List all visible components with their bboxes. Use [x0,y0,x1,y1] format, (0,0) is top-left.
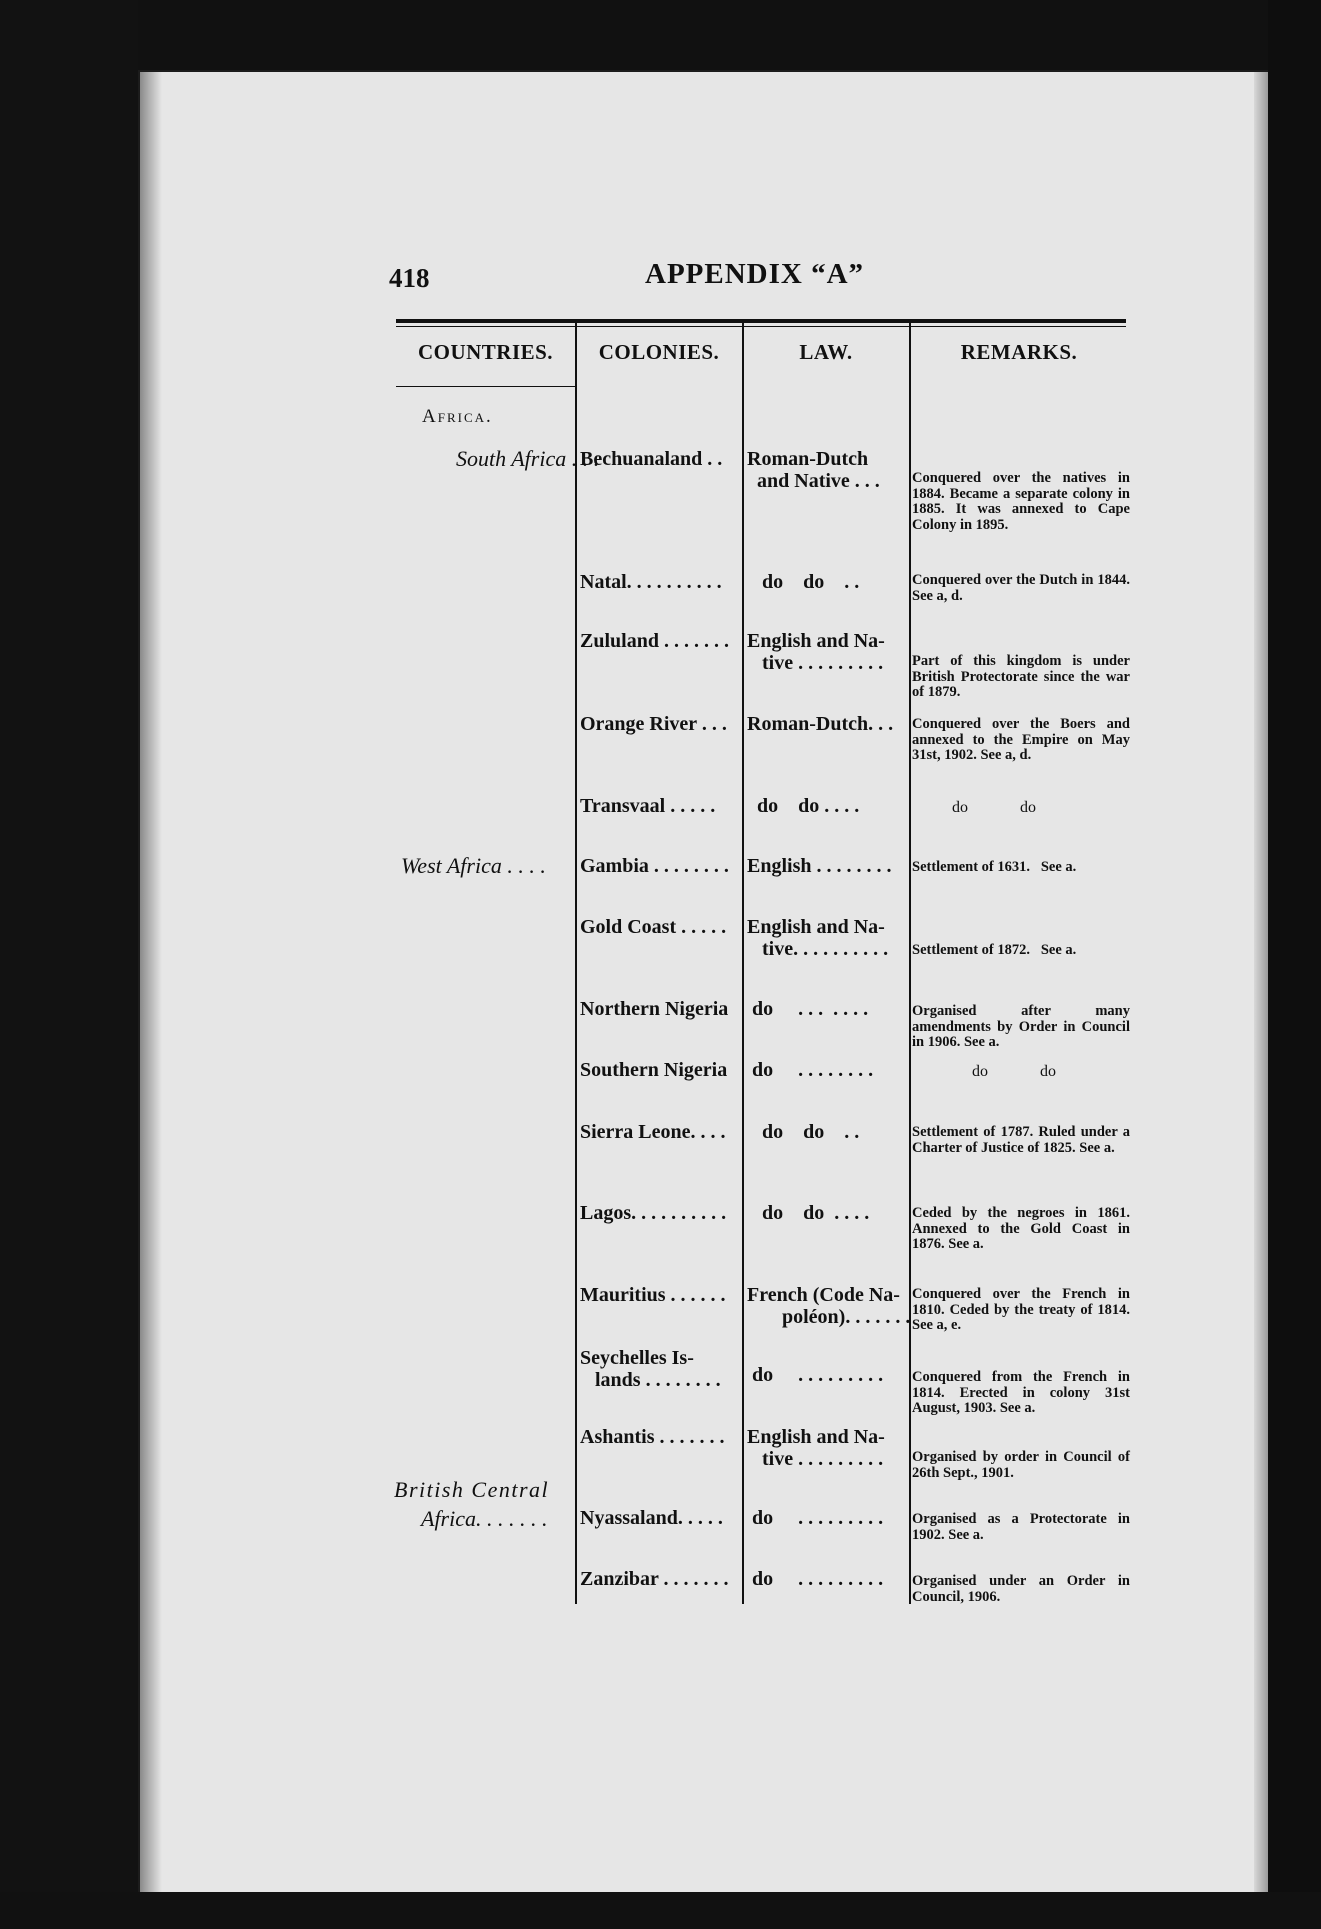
colony-name: Gambia . . . . . . . . [580,855,729,877]
colony-name: Seychelles Is- lands . . . . . . . . [580,1347,721,1391]
remark-text: Conquered from the French in 1814. Erected in colony 31st August, 1903. See a. [912,1369,1130,1416]
law-text: English and Na- tive . . . . . . . . . [747,1426,885,1470]
remark-text: Settlement of 1631. See a. [912,859,1077,875]
colony-name: Orange River . . . [580,713,727,735]
table-top-rule-thin [396,326,1126,327]
column-header-law: LAW. [799,340,853,364]
remark-text: Organised under an Order in Council, 1906. [912,1573,1130,1605]
colony-name: Zululand . . . . . . . [580,630,729,652]
page-gutter-shadow [140,72,162,1892]
law-text: do . . . . . . . . [747,1059,874,1081]
colony-name: Gold Coast . . . . . [580,916,727,938]
colony-name: Transvaal . . . . . [580,795,716,817]
remark-text: Conquered over the natives in 1884. Became a separate colony in 1885. It was annexed to Cape Colony in 1895. [912,470,1130,533]
law-text: English . . . . . . . . [747,855,892,877]
law-text: do . . . . . . . . . [747,1507,884,1529]
page-number: 418 [389,263,430,293]
table-top-rule [396,319,1126,323]
law-text: Roman-Dutch. . . [747,713,894,735]
law-text: do do . . [747,571,860,593]
scan-border-top [0,0,1321,70]
remark-text: Ceded by the negroes in 1861. Annexed to the Gold Coast in 1876. See a. [912,1205,1130,1252]
law-text: do do . . . . [747,1202,870,1224]
column-header-countries: COUNTRIES. [417,340,554,364]
remark-text: Conquered over the French in 1810. Ceded by the treaty of 1814. See a, e. [912,1286,1130,1333]
column-divider-2 [742,322,744,1604]
colony-name: Sierra Leone. . . . [580,1121,726,1143]
law-text: do do . . . . [747,795,860,817]
remark-text: Organised as a Protectorate in 1902. See a. [912,1511,1130,1543]
header-bottom-rule [396,386,576,387]
colony-name: Nyassaland. . . . . [580,1507,723,1529]
region-heading: Africa. [422,406,493,427]
remark-text: do do [972,1063,1056,1080]
remark-text: Part of this kingdom is under British Protectorate since the war of 1879. [912,653,1130,700]
country-west-africa: West Africa . . . . [401,853,546,878]
colony-name: Mauritius . . . . . . [580,1284,726,1306]
country-south-africa: South Africa . . . [456,446,600,471]
law-text: do . . . . . . . . . [747,1568,884,1590]
remark-text: Conquered over the Dutch in 1844. See a, d. [912,572,1130,604]
colony-name: Bechuanaland . . [580,448,723,470]
colony-name: Natal. . . . . . . . . . [580,571,722,593]
law-text: do . . . . . . . [747,998,869,1020]
remark-text: Organised by order in Council of 26th Sept., 1901. [912,1449,1130,1481]
colony-name: Lagos. . . . . . . . . . [580,1202,727,1224]
colony-name: Zanzibar . . . . . . . [580,1568,729,1590]
law-text: do . . . . . . . . . [747,1364,884,1386]
country-british-central-africa-line2: Africa. . . . . . . [421,1506,548,1531]
colony-name: Northern Nigeria [580,998,729,1020]
remark-text: Settlement of 1787. Ruled under a Charter of Justice of 1825. See a. [912,1124,1130,1156]
law-text: Roman-Dutch and Native . . . [747,448,880,492]
scan-border-right [1268,0,1321,1929]
colony-name: Southern Nigeria [580,1059,728,1081]
law-text: English and Na- tive. . . . . . . . . . [747,916,889,960]
page-edge [1254,72,1268,1892]
colony-name: Ashantis . . . . . . . [580,1426,725,1448]
remark-text: do do [952,799,1036,816]
law-text: do do . . [747,1121,860,1143]
scan-border-left [0,0,138,1929]
column-header-remarks: REMARKS. [960,340,1078,364]
remark-text: Organised after many amendments by Order in Council in 1906. See a. [912,1003,1130,1050]
column-header-colonies: COLONIES. [598,340,720,364]
column-divider-1 [575,322,577,1604]
scan-border-bottom [0,1892,1321,1929]
law-text: French (Code Na- poléon). . . . . . . [747,1284,911,1328]
law-text: English and Na- tive . . . . . . . . . [747,630,885,674]
page-title: APPENDIX “A” [645,258,865,290]
remark-text: Settlement of 1872. See a. [912,942,1077,958]
remark-text: Conquered over the Boers and annexed to the Empire on May 31st, 1902. See a, d. [912,716,1130,763]
column-divider-3 [909,322,911,1604]
country-british-central-africa-line1: British Central [394,1477,550,1502]
